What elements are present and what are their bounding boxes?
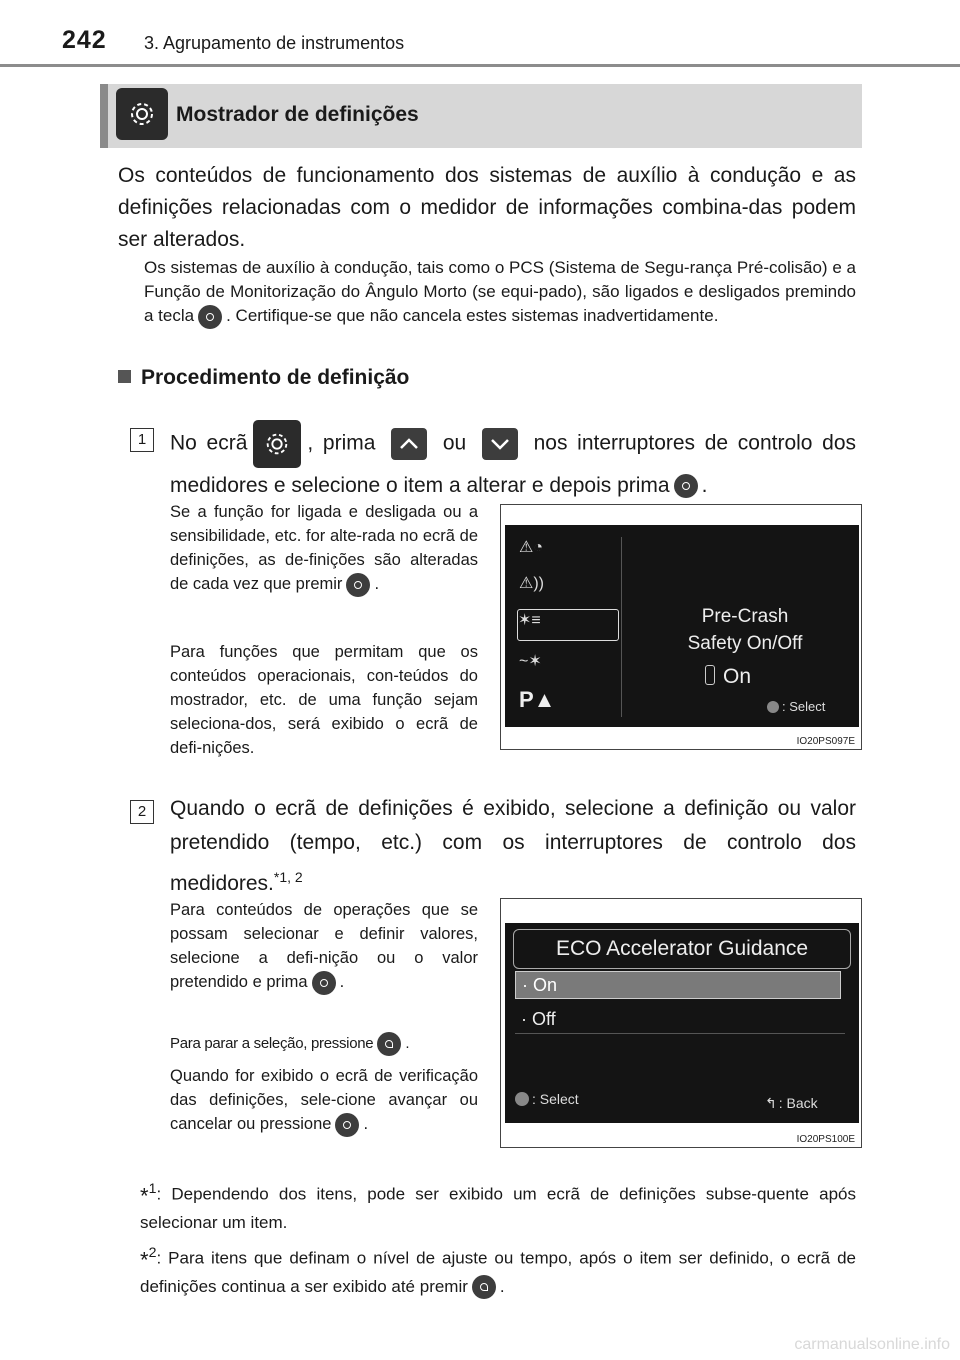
footnote-1: *$^1$: Dependendo dos itens, pode ser exibido um ecrã de definições subse-quente após selecionar um item. [140,1181,856,1232]
watermark: carmanualsonline.info [794,1336,950,1353]
screenshot-pre-crash [500,504,862,750]
step2-text: Quando o ecrã de definições é exibido, selecione a definição ou valor pretendido (tempo, etc.) com os interruptores de controlo dos medidores.$^{*1, 2}$ [170,797,856,895]
menu-list [515,537,622,717]
image-caption: IO20PS100E [796,1134,855,1145]
display-screen [505,923,859,1123]
select-hint: : Select [767,699,825,714]
option-on[interactable]: · On [515,971,841,999]
screenshot-eco-guidance [500,898,862,1148]
ok-button-icon [335,1113,359,1137]
pre-crash-icon: ✶≡ [517,609,619,641]
lane-warning-icon: ⚠)) [519,575,544,592]
back-button-icon [472,1275,496,1299]
pre-crash-title: Pre-Crash Safety On/Off [687,606,803,654]
step2-para1: Para conteúdos de operações que se possam selecionar e definir valores, selecione a defi-nição ou o valor pretendido e prima . [170,898,478,995]
state-label: On [705,665,751,689]
image-caption: IO20PS097E [796,736,855,747]
parking-assist-icon: P▲ [519,687,556,712]
step1-para2: Para funções que permitam que os conteúdos operacionais, con-teúdos do mostrador, etc. de uma função sejam seleciona-dos, será exibido o ecrã de defi-nições. [170,643,478,757]
collision-icon: ~✶ [519,653,542,670]
ok-button-icon [312,971,336,995]
dial-icon [767,701,779,713]
step1-text: No ecrã , prima ou nos interruptores de controlo dos medidores e selecione o item a alterar e depois prima . [170,420,856,504]
eco-title: ECO Accelerator Guidance [513,929,851,969]
intro-paragraph: Os conteúdos de funcionamento dos sistemas de auxílio à condução e as definições relacionadas com o medidor de informações combina-das podem ser alterados. [118,164,856,251]
step-number-1: 1 [130,428,154,452]
note-text-2: . Certifique-se que não cancela estes sistemas inadvertidamente. [226,306,719,325]
section-heading-bar [100,84,108,148]
note-paragraph [144,256,856,329]
note-text-1: Os sistemas de auxílio à condução, tais como o PCS (Sistema de Segu-rança Pré-colisão) e a Função de Monitorização do Ângulo Morto (se equi-pado), são ligados e desligados premindo a tecla [144,258,856,325]
display-screen [505,525,859,727]
step1-para1: Se a função for ligada e desligada ou a sensibilidade, etc. for alte-rada no ecrã de definições, as de-finições são alteradas de cada vez que premir . [170,500,478,597]
section-title: Mostrador de definições [176,103,419,126]
back-hint: ↰ : Back [765,1095,818,1111]
ok-button-icon [346,573,370,597]
header-rule [0,64,960,67]
lane-assist-icon: ⚠◔ [519,539,544,556]
dial-icon [515,1092,529,1106]
square-bullet-icon [118,370,131,383]
step2-para3: Quando for exibido o ecrã de verificação das definições, sele-cione avançar ou cancelar ou pressione . [170,1064,478,1137]
page-number: 242 [62,26,107,54]
toggle-icon [705,665,715,685]
option-off[interactable]: · Off [521,1009,556,1029]
chapter-title: 3. Agrupamento de instrumentos [144,33,405,53]
ok-button-icon [674,474,698,498]
procedure-heading: Procedimento de definição [118,366,409,390]
chevron-down-icon [482,428,518,460]
step-number-2: 2 [130,800,154,824]
gear-icon [116,88,168,140]
footnote-2: *$^2$: Para itens que definam o nível de ajuste ou tempo, após o item ser definido, o ecrã de definições continua a ser exibido até premir . [140,1240,856,1300]
ok-button-icon [198,305,222,329]
select-hint: : Select [515,1091,579,1107]
back-button-icon [377,1032,401,1056]
divider [515,1033,845,1034]
back-arrow-icon: ↰ [765,1095,777,1111]
chevron-up-icon [391,428,427,460]
gear-icon [253,420,301,468]
step2-para2: Para parar a seleção, pressione . [170,1032,478,1056]
